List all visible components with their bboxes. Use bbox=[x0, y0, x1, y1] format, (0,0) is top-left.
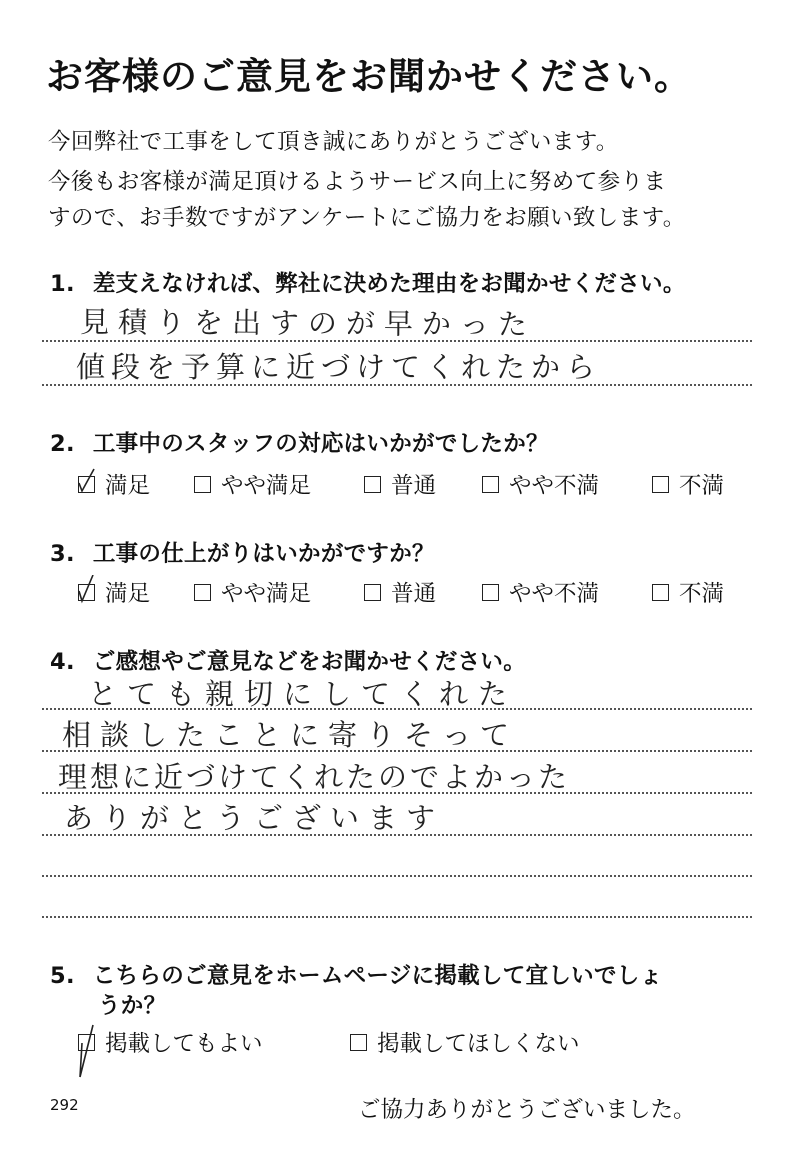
checkbox[interactable] bbox=[194, 476, 211, 493]
question-1-text: 差支えなければ、弊社に決めた理由をお聞かせください。 bbox=[92, 271, 686, 297]
checkbox[interactable] bbox=[194, 584, 211, 601]
q3-option-dissatisfied[interactable] bbox=[652, 576, 724, 608]
question-5 bbox=[50, 958, 662, 990]
checkmark-icon bbox=[76, 1023, 98, 1079]
option-label: やや不満 bbox=[509, 473, 600, 499]
q3-option-satisfied[interactable] bbox=[78, 576, 150, 608]
q4-answer-4: ありがとうございます bbox=[64, 801, 445, 835]
q3-option-neutral[interactable] bbox=[364, 576, 436, 608]
q1-answer-1: 見積りを出すのが早かった bbox=[79, 305, 537, 342]
answer-line bbox=[42, 875, 752, 877]
q5-option-do-not-publish[interactable] bbox=[350, 1026, 580, 1058]
q2-option-neutral[interactable] bbox=[364, 468, 436, 500]
checkbox[interactable] bbox=[364, 476, 381, 493]
answer-line bbox=[42, 834, 752, 836]
checkmark-icon bbox=[76, 575, 98, 605]
answer-line bbox=[42, 708, 752, 710]
q5-option-may-publish[interactable] bbox=[78, 1026, 263, 1058]
q3-option-somewhat-dissatisfied[interactable] bbox=[482, 576, 599, 608]
question-4-number: 4. bbox=[50, 649, 75, 675]
question-3-number: 3. bbox=[50, 541, 75, 567]
question-4-text: ご感想やご意見などをお聞かせください。 bbox=[92, 649, 527, 675]
q4-answer-1: とても親切にしてくれた bbox=[88, 677, 518, 711]
checkbox[interactable] bbox=[78, 1034, 95, 1051]
q2-option-somewhat-satisfied[interactable] bbox=[194, 468, 311, 500]
checkbox[interactable] bbox=[78, 476, 95, 493]
question-5-text: こちらのご意見をホームページに掲載して宜しいでしょ bbox=[92, 963, 663, 989]
checkbox[interactable] bbox=[482, 584, 499, 601]
q3-option-somewhat-satisfied[interactable] bbox=[194, 576, 311, 608]
checkbox[interactable] bbox=[482, 476, 499, 493]
question-3-text: 工事の仕上がりはいかがですか？ bbox=[92, 541, 435, 567]
checkmark-icon bbox=[76, 467, 98, 497]
answer-line bbox=[42, 750, 752, 752]
option-label: やや満足 bbox=[221, 473, 312, 499]
answer-line bbox=[42, 384, 752, 386]
option-label: やや満足 bbox=[221, 581, 312, 607]
q2-option-somewhat-dissatisfied[interactable] bbox=[482, 468, 599, 500]
question-2-number: 2. bbox=[50, 431, 75, 457]
question-2 bbox=[50, 426, 549, 458]
option-label: 不満 bbox=[679, 473, 725, 499]
q2-option-satisfied[interactable] bbox=[78, 468, 150, 500]
checkbox[interactable] bbox=[78, 584, 95, 601]
option-label: 掲載してほしくない bbox=[377, 1031, 580, 1057]
option-label: 満足 bbox=[105, 581, 151, 607]
option-label: 普通 bbox=[391, 473, 437, 499]
answer-line bbox=[42, 916, 752, 918]
question-2-text: 工事中のスタッフの対応はいかがでしたか？ bbox=[92, 431, 549, 457]
thanks-message: ご協力ありがとうございました。 bbox=[358, 1097, 696, 1123]
page-number: 292 bbox=[50, 1096, 79, 1114]
survey-title: お客様のご意見をお聞かせください。 bbox=[46, 55, 692, 98]
answer-line bbox=[42, 792, 752, 794]
question-3 bbox=[50, 536, 435, 568]
q1-answer-2: 値段を予算に近づけてくれたから bbox=[76, 350, 602, 384]
question-1-number: 1. bbox=[50, 271, 75, 297]
option-label: 掲載してもよい bbox=[105, 1031, 263, 1057]
answer-line bbox=[42, 340, 752, 342]
q4-answer-3: 理想に近づけてくれたのでよかった bbox=[58, 760, 571, 794]
checkbox[interactable] bbox=[652, 584, 669, 601]
question-1 bbox=[50, 266, 686, 298]
option-label: 普通 bbox=[391, 581, 437, 607]
option-label: 不満 bbox=[679, 581, 725, 607]
q4-answer-2: 相談したことに寄りそって bbox=[62, 718, 519, 752]
intro-line-3: すので、お手数ですがアンケートにご協力をお願い致します。 bbox=[48, 205, 686, 231]
checkbox[interactable] bbox=[364, 584, 381, 601]
checkbox[interactable] bbox=[350, 1034, 367, 1051]
option-label: やや不満 bbox=[509, 581, 600, 607]
q2-option-dissatisfied[interactable] bbox=[652, 468, 724, 500]
option-label: 満足 bbox=[105, 473, 151, 499]
question-5-number: 5. bbox=[50, 963, 75, 989]
intro-line-1: 今回弊社で工事をして頂き誠にありがとうございます。 bbox=[48, 129, 619, 155]
checkbox[interactable] bbox=[652, 476, 669, 493]
question-5-text-continued: うか？ bbox=[98, 993, 167, 1019]
intro-line-2: 今後もお客様が満足頂けるようサービス向上に努めて参りま bbox=[48, 169, 667, 195]
